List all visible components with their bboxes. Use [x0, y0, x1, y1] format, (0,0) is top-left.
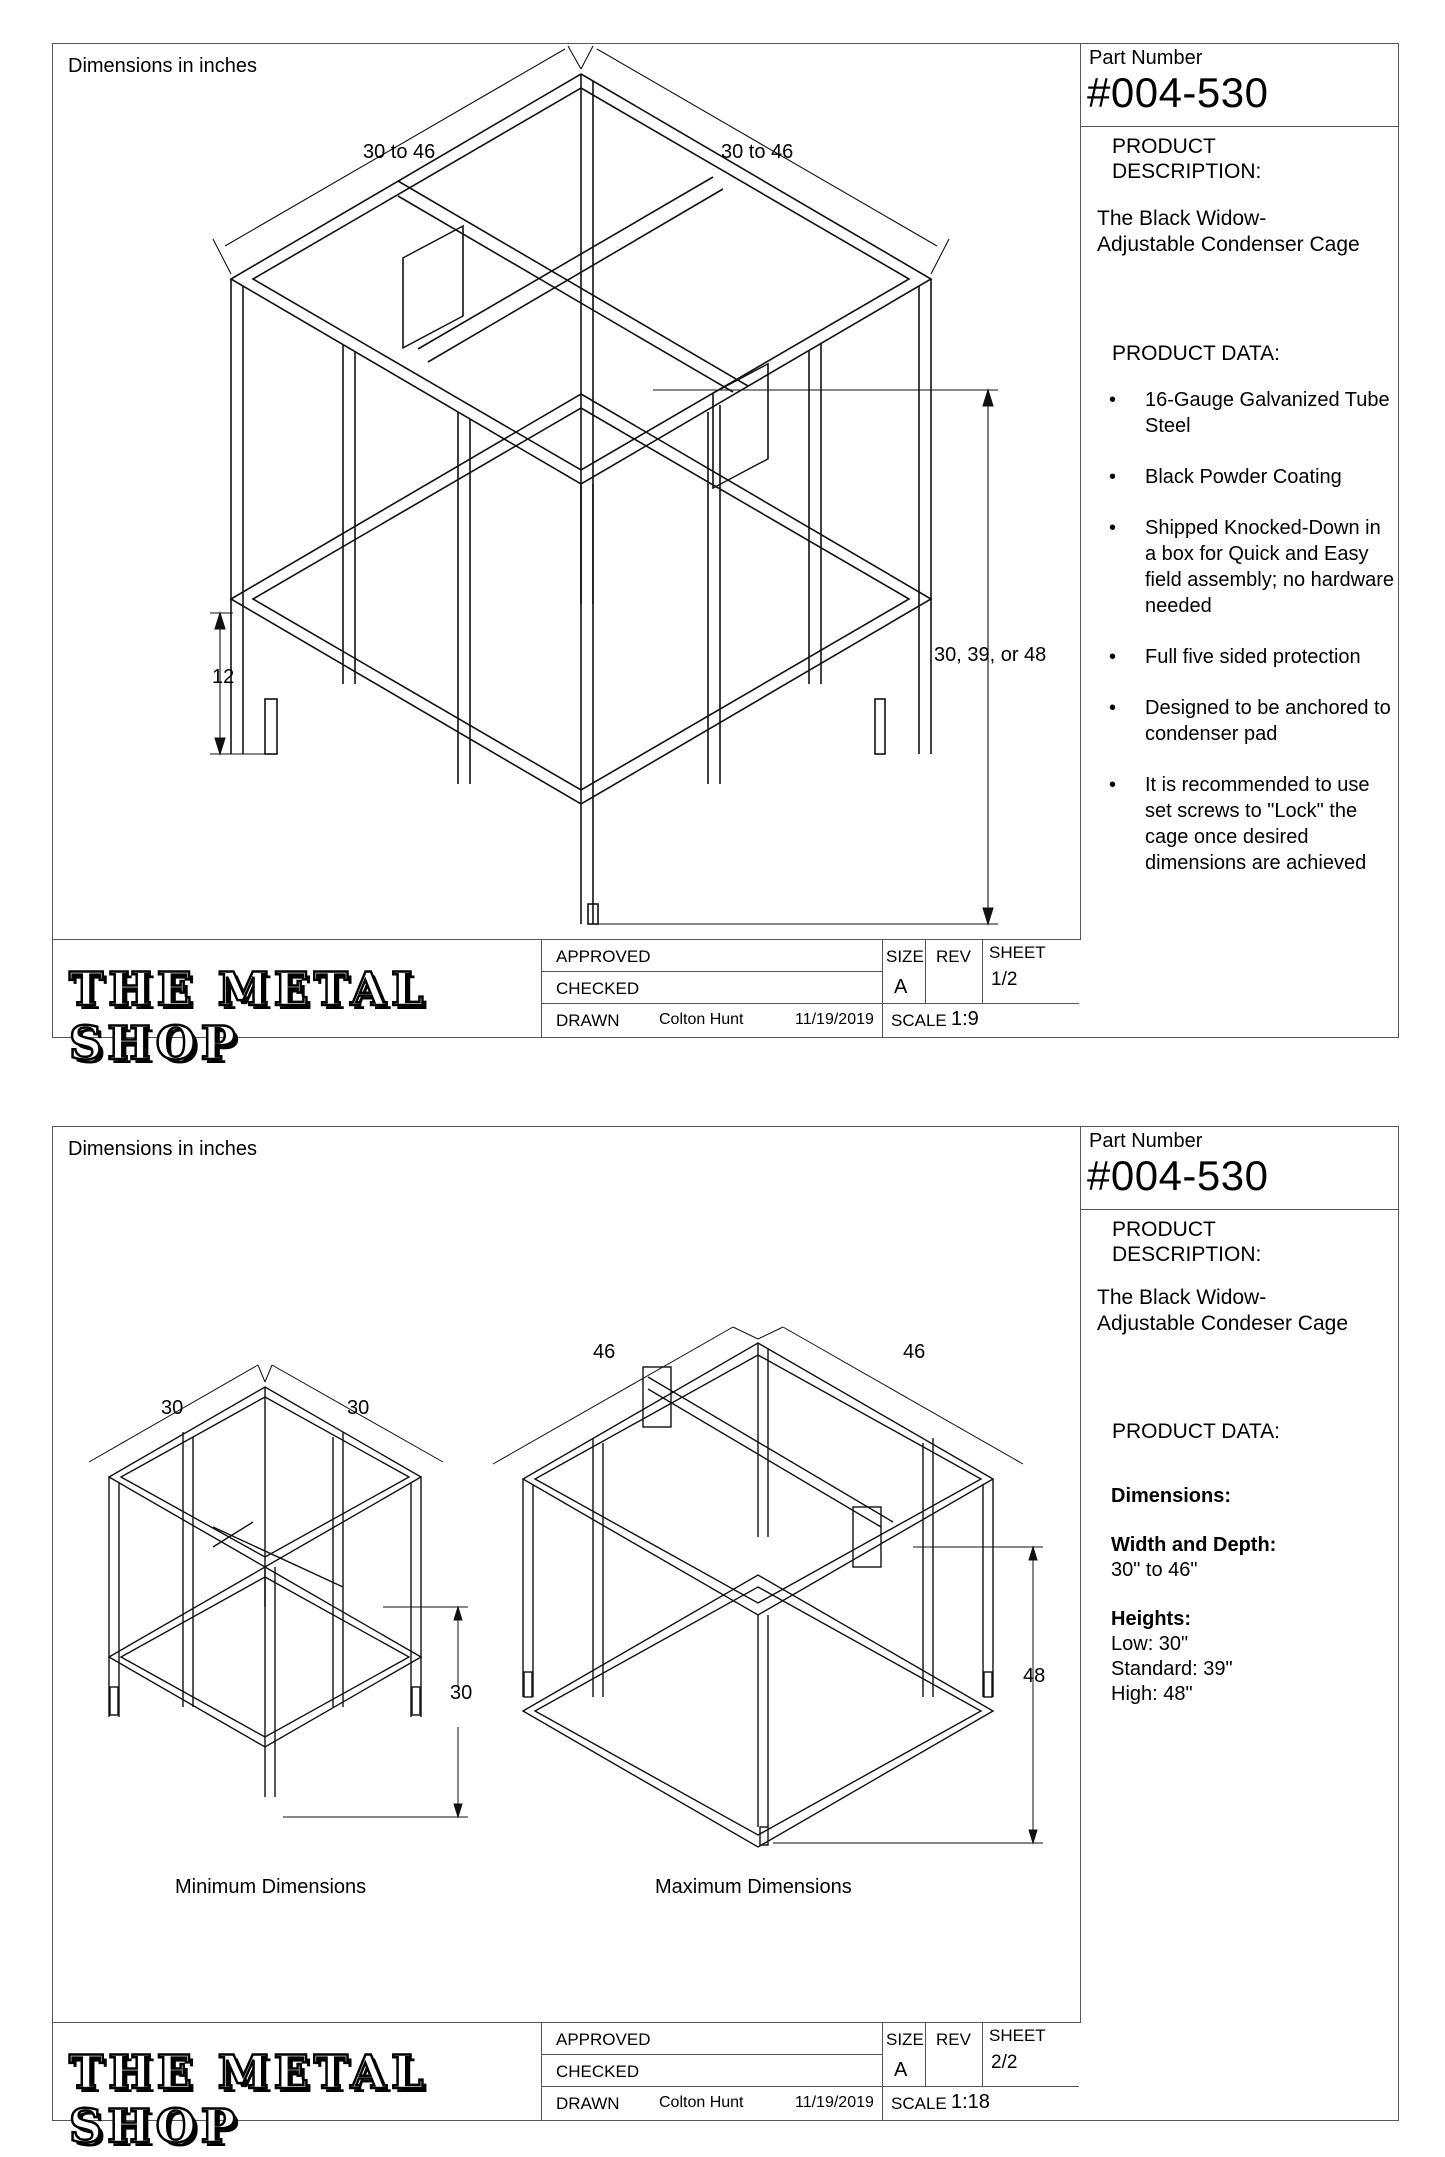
- drawing-sheet-1: [52, 43, 1399, 1070]
- sheet-value: 1/2: [991, 969, 1018, 990]
- drawing-area: [53, 44, 1081, 939]
- product-data-heading: PRODUCT DATA:: [1112, 342, 1281, 365]
- min-width-right: 30: [347, 1397, 370, 1419]
- drawn-date: 11/19/2019: [795, 1011, 874, 1028]
- part-number-value: #004-530: [1087, 69, 1269, 116]
- product-description-heading: PRODUCT DESCRIPTION:: [1112, 135, 1262, 183]
- drawn-row: [542, 2087, 1079, 2120]
- minimum-caption: Minimum Dimensions: [175, 1876, 367, 1898]
- sheet-label: SHEET: [989, 2026, 1046, 2045]
- info-panel: [1081, 1127, 1398, 2120]
- drawn-row: [542, 1004, 1079, 1037]
- cage-isometric-drawing: [53, 44, 1081, 939]
- product-data-heading: PRODUCT DATA:: [1112, 1420, 1281, 1443]
- rev-label: REV: [936, 2030, 971, 2049]
- size-value: A: [894, 2059, 908, 2081]
- list-item: • 16-Gauge Galvanized Tube Steel: [1109, 389, 1390, 437]
- dimensions-heading: Dimensions:: [1111, 1485, 1232, 1507]
- sheet-value: 2/2: [991, 2052, 1018, 2073]
- size-label: SIZE: [886, 947, 924, 966]
- drawing-area: [53, 1127, 1081, 2022]
- logo-cell: [53, 940, 542, 1070]
- dimension-width-left: 30 to 46: [363, 141, 436, 163]
- dimension-lines: [210, 46, 998, 924]
- checked-label: CHECKED: [556, 979, 640, 998]
- drawn-label: DRAWN: [556, 2094, 620, 2113]
- specifications: [1111, 1484, 1276, 1707]
- list-item: • Black Powder Coating: [1109, 466, 1342, 488]
- scale-label: SCALE: [891, 2094, 947, 2113]
- size-label: SIZE: [886, 2030, 924, 2049]
- anchor-plate-right: [875, 699, 885, 754]
- logo-cell: [53, 2023, 542, 2153]
- width-depth-heading: Width and Depth:: [1111, 1534, 1277, 1556]
- max-width-left: 46: [593, 1341, 616, 1363]
- scale-value: 1:9: [951, 1008, 979, 1030]
- checked-label: CHECKED: [556, 2062, 640, 2081]
- maximum-caption: Maximum Dimensions: [655, 1876, 852, 1898]
- scale-value: 1:18: [951, 2091, 990, 2113]
- drawn-label: DRAWN: [556, 1011, 620, 1030]
- sheet-label: SHEET: [989, 943, 1046, 962]
- title-block: [53, 2022, 1081, 2153]
- heights-heading: Heights:: [1111, 1608, 1191, 1630]
- rev-label: REV: [936, 947, 971, 966]
- units-note: Dimensions in inches: [68, 55, 257, 77]
- max-width-right: 46: [903, 1341, 926, 1363]
- part-number-box: [1081, 1127, 1398, 1210]
- company-logo: THE METAL SHOP: [69, 2045, 429, 2153]
- drawn-by: Colton Hunt: [659, 2094, 744, 2111]
- info-panel: [1081, 44, 1398, 1037]
- maximum-cage: [523, 1343, 993, 1847]
- part-number-label: Part Number: [1089, 47, 1203, 69]
- width-depth-value: 30" to 46": [1111, 1559, 1198, 1581]
- product-description: The Black Widow- Adjustable Condeser Cage: [1097, 1286, 1348, 1335]
- company-logo: THE METAL SHOP: [69, 962, 429, 1070]
- drawn-by: Colton Hunt: [659, 1011, 744, 1028]
- scale-label: SCALE: [891, 1011, 947, 1030]
- part-number-box: [1081, 44, 1398, 127]
- anchor-plate-left: [265, 699, 277, 754]
- height-standard: Standard: 39": [1111, 1658, 1233, 1680]
- min-height: 30: [450, 1682, 473, 1704]
- part-number-value: #004-530: [1087, 1152, 1269, 1199]
- product-data-list: [1095, 387, 1395, 901]
- list-item: • Full five sided protection: [1109, 646, 1361, 668]
- title-block: [53, 939, 1081, 1070]
- units-note: Dimensions in inches: [68, 1138, 257, 1160]
- height-high: High: 48": [1111, 1683, 1193, 1705]
- part-number-label: Part Number: [1089, 1130, 1203, 1152]
- approved-label: APPROVED: [556, 2030, 651, 2049]
- approved-label: APPROVED: [556, 947, 651, 966]
- size-rev-sheet-cells: [882, 940, 1079, 1004]
- drawn-date: 11/19/2019: [795, 2094, 874, 2111]
- min-width-left: 30: [161, 1397, 184, 1419]
- dimension-width-right: 30 to 46: [721, 141, 794, 163]
- product-description: The Black Widow- Adjustable Condenser Cage: [1097, 207, 1360, 256]
- size-rev-sheet-cells: [882, 2023, 1079, 2087]
- dimension-leg: 12: [212, 666, 235, 688]
- list-item: • Shipped Knocked-Down in a box for Quick and Easy field assembly; no hardware needed: [1109, 517, 1395, 617]
- dimension-height: 30, 39, or 48: [934, 644, 1047, 666]
- drawing-sheet-2: [52, 1126, 1399, 2153]
- size-value: A: [894, 976, 908, 998]
- product-description-heading: PRODUCT DESCRIPTION:: [1112, 1218, 1262, 1266]
- max-height: 48: [1023, 1665, 1046, 1687]
- top-crossbar: [398, 181, 748, 386]
- minimum-cage: [109, 1387, 421, 1797]
- list-item: • Designed to be anchored to condenser pad: [1109, 697, 1391, 745]
- height-low: Low: 30": [1111, 1633, 1189, 1655]
- list-item: • It is recommended to use set screws to "Lock" the cage once desired dimensions are achieved: [1109, 774, 1370, 874]
